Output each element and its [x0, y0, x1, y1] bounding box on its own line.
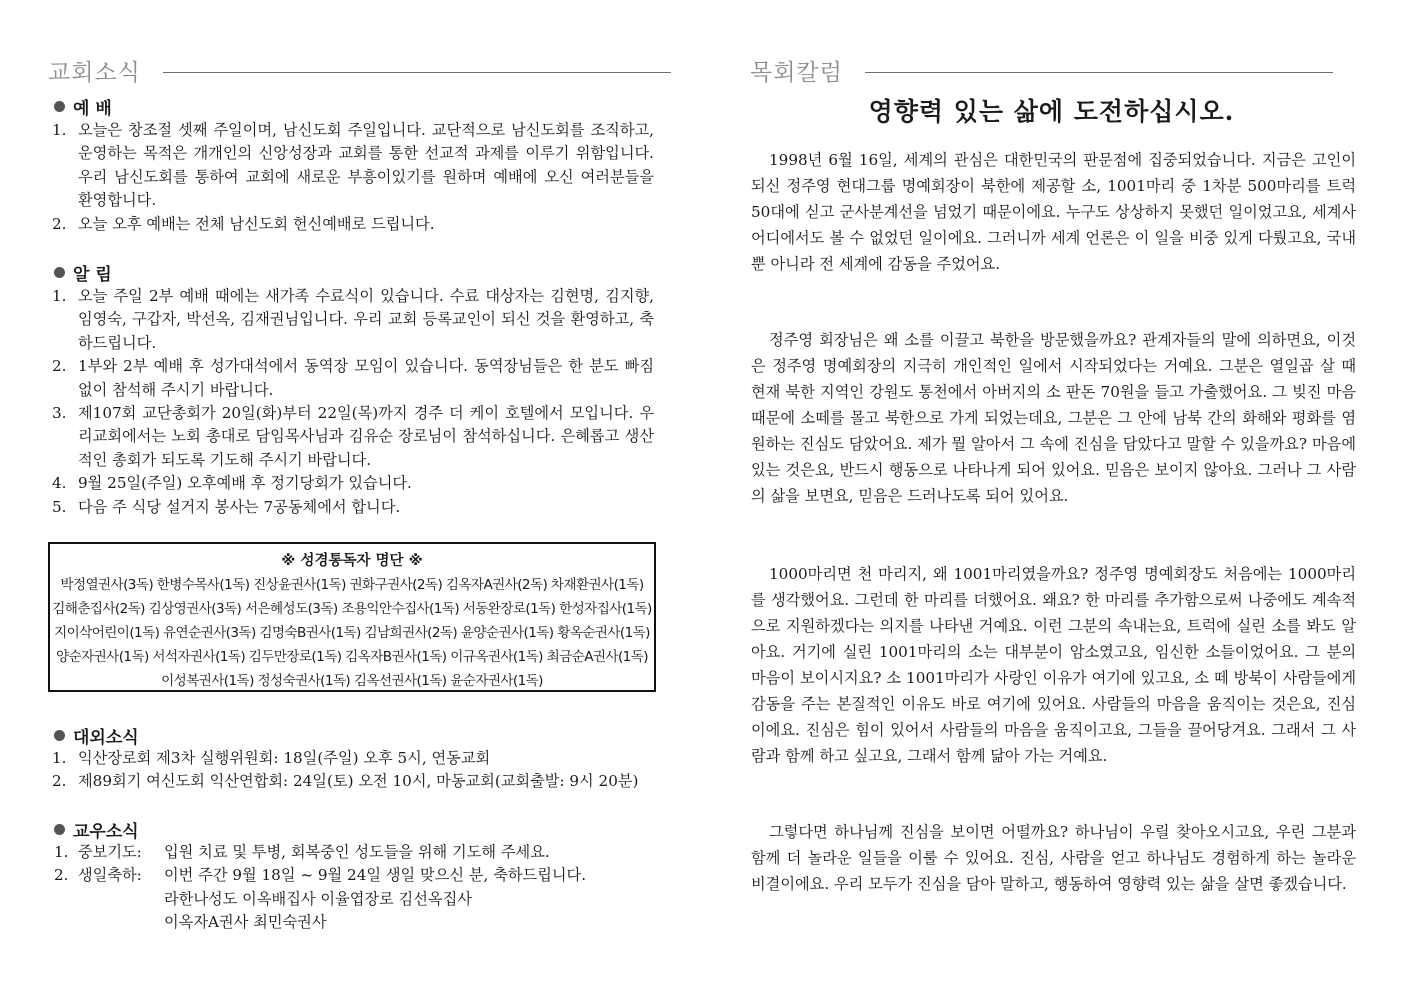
- list-item: [52, 472, 654, 495]
- item-number: 1.: [54, 843, 69, 861]
- item-number: 4.: [52, 474, 67, 493]
- church-news-header: [48, 54, 671, 87]
- item-number: 1.: [52, 749, 67, 767]
- item-text: 이번 주간 9월 18일 ~ 9월 24일 생일 맞으신 분, 축하드립니다.: [164, 866, 587, 885]
- list-item: [52, 213, 654, 236]
- external-list: [52, 747, 662, 794]
- header-rule: [865, 72, 1333, 73]
- notices-list: [52, 285, 654, 519]
- item-text: 1부와 2부 예배 후 성가대석에서 동역장 모임이 있습니다. 동역장님들은 한 분도 빠짐없이 참석해 주시기 바랍니다.: [78, 357, 654, 399]
- list-item: [54, 864, 654, 887]
- list-item: [52, 770, 662, 793]
- column-paragraph: 정주영 회장님은 왜 소를 이끌고 북한을 방문했을까요? 관계자들의 말에 의하면요, 이것은 정주영 명예회장의 지극히 개인적인 일에서 시작되었다는 거예요. 그분은 열일곱 살 때 현재 북한 지역인 강원도 통천에서 아버지의 소 판돈 70원을 들고 가출했어요. 그 빚진 마음 때문에 소떼를 몰고 북한으로 가게 되었는데요, 그분은 그 안에 남북 간의 화해와 평화를 염원하는 진심도 담았어요. 제가 뭘 알아서 그 속에 진심을 담았다고 말할 수 있을까요? 마음에 있는 것은요, 반드시 행동으로 나타나게 되어 있어요. 믿음은 보이지 않아요. 그러나 그 사람의 삶을 보면요, 믿음은 드러나도록 되어 있어요.: [751, 331, 1356, 505]
- church-news-title: 교회소식: [48, 60, 141, 86]
- pastoral-column-label: 목회칼럼: [750, 60, 843, 86]
- members-list: [54, 841, 654, 935]
- bullet-icon: [54, 267, 65, 278]
- pastoral-column-header: [750, 54, 1333, 87]
- worship-heading: [54, 94, 112, 119]
- item-number: 1.: [52, 287, 67, 305]
- roster-line: 김해춘집사(2독) 김상영권사(3독) 서은혜성도(3독) 조용익안수집사(1독) 서동완장로(1독) 한성자집사(1독): [52, 601, 652, 617]
- item-label: 중보기도:: [78, 843, 142, 861]
- external-heading-label: 대외소식: [73, 728, 139, 748]
- members-heading-label: 교우소식: [73, 822, 139, 842]
- worship-heading-label: 예 배: [73, 99, 112, 119]
- roster-title: ※ 성경통독자 명단 ※: [281, 553, 423, 569]
- item-text: 제89회기 여신도회 익산연합회: 24일(토) 오전 10시, 마동교회(교회출발: 9시 20분): [78, 772, 639, 791]
- members-heading: [54, 817, 139, 842]
- notices-heading-label: 알 림: [73, 265, 112, 285]
- list-item: [52, 355, 654, 402]
- list-item: [52, 402, 654, 472]
- item-number: 2.: [52, 772, 67, 791]
- item-text: 오늘은 창조절 셋째 주일이며, 남신도회 주일입니다. 교단적으로 남신도회를 조직하고, 운영하는 목적은 개개인의 신앙성장과 교회를 통한 선교적 과제를 이루기 위함입니다. 우리 남신도회를 통하여 교회에 새로운 부흥이있기를 원하며 예배에 오신 여러분들을 환영합니다.: [78, 121, 655, 210]
- item-text: 입원 치료 및 투병, 회복중인 성도들을 위해 기도해 주세요.: [164, 843, 550, 861]
- list-item: [52, 747, 662, 770]
- item-text: 9월 25일(주일) 오후예배 후 정기당회가 있습니다.: [78, 474, 412, 493]
- item-text: 제107회 교단총회가 20일(화)부터 22일(목)까지 경주 더 케이 호텔에서 모입니다. 우리교회에서는 노회 총대로 담임목사님과 김유순 장로님이 참석하십니다. 은혜롭고 생산적인 총회가 되도록 기도해 주시기 바랍니다.: [78, 404, 654, 469]
- column-paragraph: 1998년 6월 16일, 세계의 관심은 대한민국의 판문점에 집중되었습니다. 지금은 고인이 되신 정주영 현대그룹 명예회장이 북한에 제공할 소, 1001마리 중 1차분 500마리를 트럭 50대에 싣고 군사분계선을 넘었기 때문이에요. 누구도 상상하지 못했던 일이었고요, 세계사 어디에서도 볼 수 없었던 일이에요. 그러니까 세계 언론은 이 일을 비중 있게 다뤘고요, 국내 뿐 아니라 전 세계에 감동을 주었어요.: [751, 151, 1356, 273]
- birthday-names: 라한나성도 이옥배집사 이율엽장로 김선옥집사: [164, 889, 472, 908]
- roster-line: 박정열권사(3독) 한병수목사(1독) 진상윤권사(1독) 권화구권사(2독) 김옥자A권사(2독) 차재환권사(1독): [60, 577, 644, 593]
- list-item: [52, 119, 654, 213]
- item-number: 3.: [52, 404, 67, 423]
- column-paragraph: 그렇다면 하나님께 진심을 보이면 어떨까요? 하나님이 우릴 찾아오시고요, 우린 그분과 함께 더 놀라운 일들을 이룰 수 있어요. 진심, 사람을 얻고 하나님도 경험하게 하는 놀라운 비결이에요. 우리 모두가 진심을 담아 말하고, 행동하여 영향력 있는 삶을 살면 좋겠습니다.: [751, 823, 1356, 893]
- bullet-icon: [54, 101, 65, 112]
- column-title: 영향력 있는 삶에 도전하십시오.: [868, 97, 1235, 126]
- list-item: [52, 496, 654, 519]
- item-text: 다음 주 식당 설거지 봉사는 7공동체에서 합니다.: [78, 497, 401, 516]
- church-news-column: [0, 0, 700, 992]
- item-number: 5.: [52, 497, 67, 516]
- item-number: 2.: [52, 214, 67, 233]
- column-paragraph: 1000마리면 천 마리지, 왜 1001마리였을까요? 정주영 명예회장도 처음에는 1000마리를 생각했어요. 그런데 한 마리를 더했어요. 왜요? 한 마리를 추가함으로써 나중에도 계속적으로 지원하겠다는 의지를 나타낸 거예요. 이런 그분의 속내는요, 트럭에 실린 소를 봐도 알아요. 거기에 실린 1001마리의 소는 대부분이 암소였고요, 임신한 소들이었어요. 그 분의 마음이 보이시지요? 소 1001마리가 사랑인 이유가 여기에 있고요, 소 떼 방북이 사람들에게 감동을 주는 본질적인 이유도 바로 여기에 있어요. 사람들의 마음을 움직이는 것은요, 진심이에요. 진심은 힘이 있어서 사람들의 마음을 움직이고요, 그들을 끌어당겨요. 그래서 그 사람과 함께 하고 싶고요, 그래서 함께 닮아 가는 거예요.: [751, 565, 1356, 765]
- external-heading: [54, 723, 139, 748]
- item-label: 생일축하:: [78, 866, 142, 885]
- item-text: 익산장로회 제3차 실행위원회: 18일(주일) 오후 5시, 연동교회: [78, 749, 491, 767]
- list-item: [52, 285, 654, 355]
- header-rule: [163, 72, 671, 73]
- item-number: 2.: [52, 357, 67, 376]
- item-number: 1.: [52, 121, 67, 139]
- roster-line: 지이삭어린이(1독) 유연순권사(3독) 김명숙B권사(1독) 김남희권사(2독) 윤양순권사(1독) 황옥순권사(1독): [54, 625, 650, 641]
- notices-heading: [54, 260, 112, 285]
- list-item: [54, 841, 654, 864]
- bible-reading-roster: [48, 542, 656, 692]
- item-text: 오늘 주일 2부 예배 때에는 새가족 수료식이 있습니다. 수료 대상자는 김현명, 김지향, 임영숙, 구갑자, 박선옥, 김재권님입니다. 우리 교회 등록교인이 되신 것을 환영하고, 축하드립니다.: [78, 287, 654, 352]
- worship-list: [52, 119, 654, 236]
- item-number: 2.: [54, 866, 69, 885]
- bullet-icon: [54, 824, 65, 835]
- item-text: 오늘 오후 예배는 전체 남신도회 헌신예배로 드립니다.: [78, 214, 435, 233]
- roster-line: 이성복권사(1독) 정성숙권사(1독) 김옥선권사(1독) 윤순자권사(1독): [161, 673, 543, 689]
- bullet-icon: [54, 730, 65, 741]
- pastoral-column: [700, 0, 1403, 992]
- birthday-names: 이옥자A권사 최민숙권사: [164, 913, 327, 932]
- roster-line: 양순자권사(1독) 서석자권사(1독) 김두만장로(1독) 김옥자B권사(1독) 이규옥권사(1독) 최금순A권사(1독): [56, 649, 648, 665]
